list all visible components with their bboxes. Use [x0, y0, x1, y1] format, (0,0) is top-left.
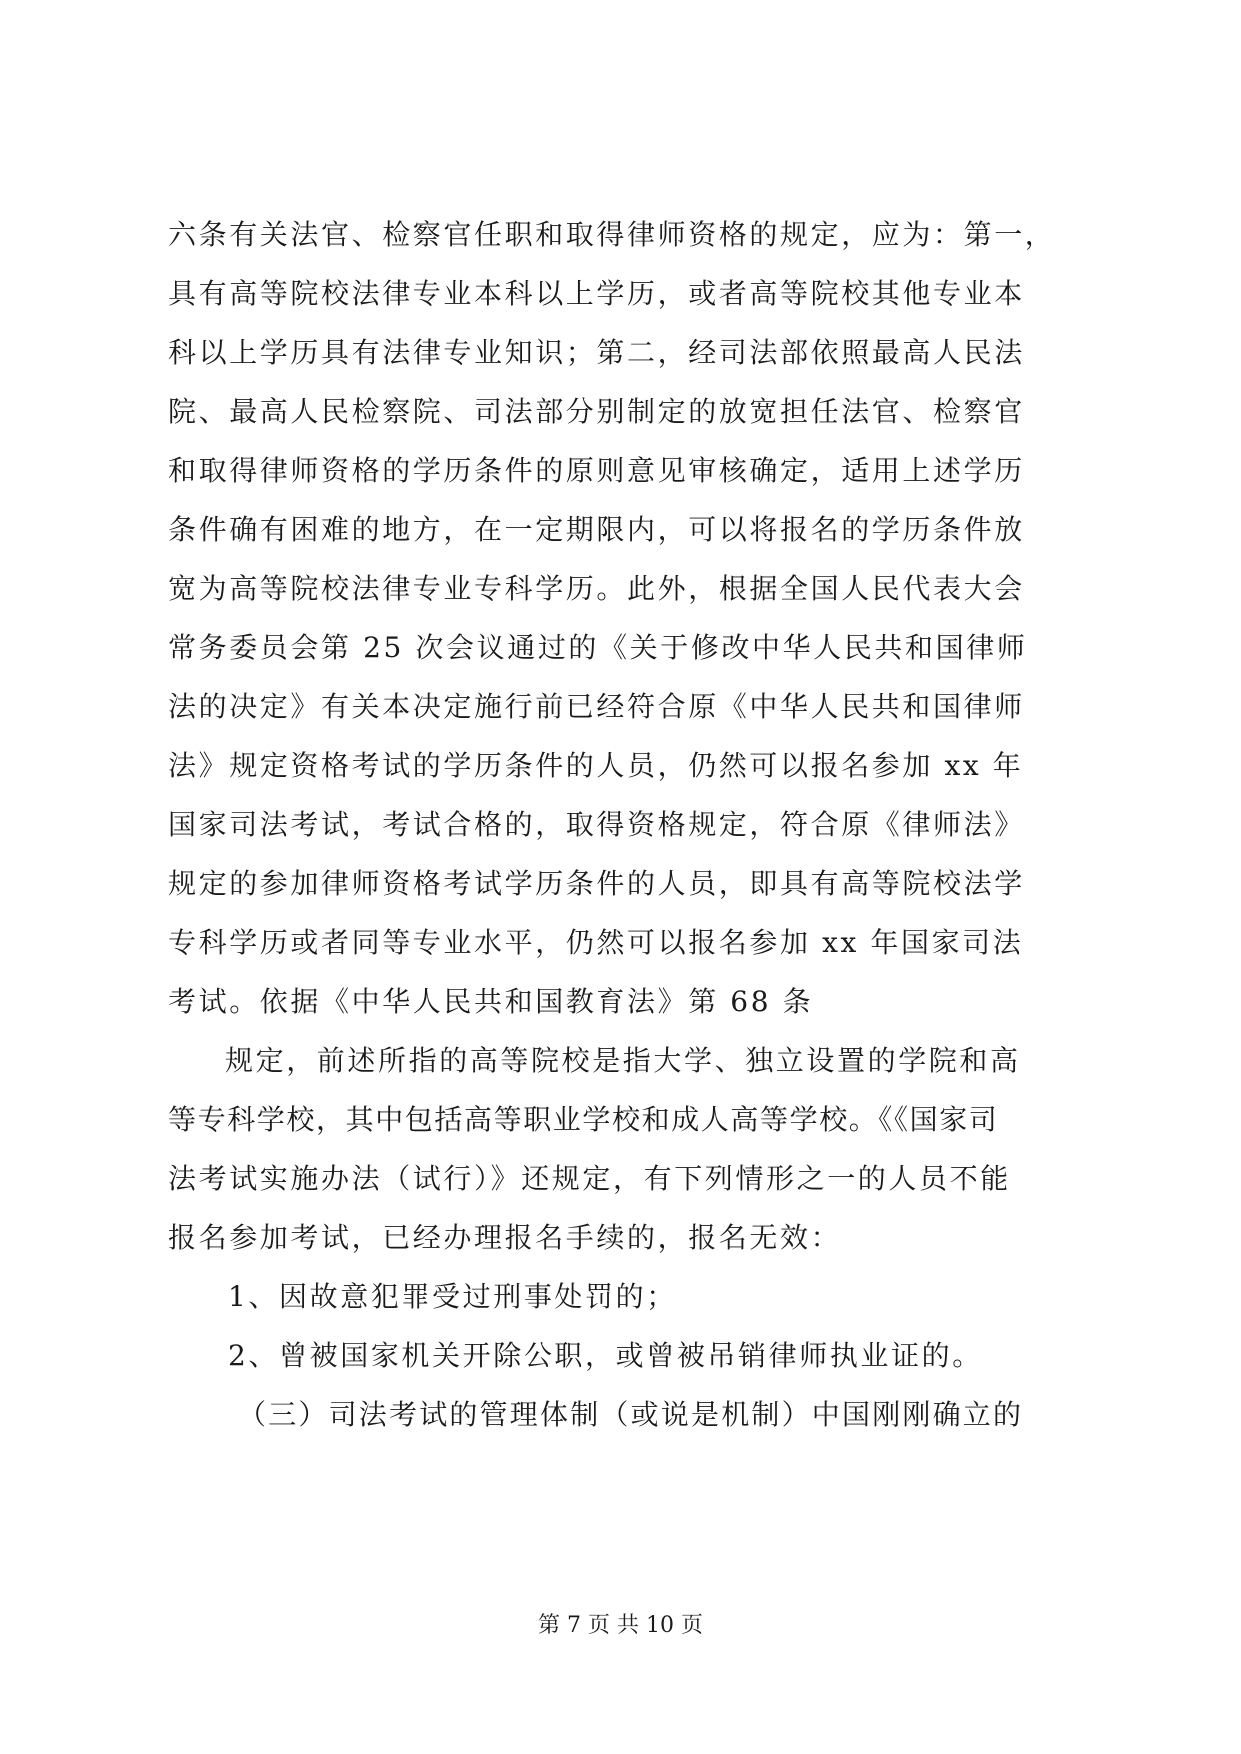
text-line: 宽为高等院校法律专业专科学历。此外，根据全国人民代表大会	[168, 572, 1025, 605]
text-line: 报名参加考试，已经办理报名手续的，报名无效：	[168, 1221, 842, 1254]
text-line: 考试。依据《中华人民共和国教育法》第 68 条	[168, 985, 814, 1018]
text-line: 具有高等院校法律专业本科以上学历，或者高等院校其他专业本	[168, 277, 1025, 310]
text-line: 法考试实施办法（试行）》还规定，有下列情形之一的人员不能	[168, 1162, 1011, 1195]
section-heading-line: （三）司法考试的管理体制（或说是机制）中国刚刚确立的	[238, 1398, 1024, 1431]
page-footer: 第 7 页 共 10 页	[538, 1613, 703, 1638]
text-line: 法》规定资格考试的学历条件的人员，仍然可以报名参加 xx 年	[168, 749, 1024, 782]
text-line: 条件确有困难的地方，在一定期限内，可以将报名的学历条件放	[168, 513, 1025, 546]
text-line: 法的决定》有关本决定施行前已经符合原《中华人民共和国律师	[168, 690, 1025, 723]
body-text	[168, 205, 1078, 1444]
paragraph-start-line: 规定，前述所指的高等院校是指大学、独立设置的学院和高	[225, 1044, 1021, 1077]
text-line: 规定的参加律师资格考试学历条件的人员，即具有高等院校法学	[168, 867, 1025, 900]
text-line: 国家司法考试，考试合格的，取得资格规定，符合原《律师法》	[168, 808, 1025, 841]
text-line: 专科学历或者同等专业水平，仍然可以报名参加 xx 年国家司法	[168, 926, 1024, 959]
list-item: 1、因故意犯罪受过刑事处罚的；	[228, 1280, 677, 1313]
text-line: 和取得律师资格的学历条件的原则意见审核确定，适用上述学历	[168, 454, 1025, 487]
text-line: 科以上学历具有法律专业知识；第二，经司法部依照最高人民法	[168, 336, 1025, 369]
text-line: 院、最高人民检察院、司法部分别制定的放宽担任法官、检察官	[168, 395, 1025, 428]
text-line: 六条有关法官、检察官任职和取得律师资格的规定，应为：第一，	[168, 218, 1056, 251]
list-item: 2、曾被国家机关开除公职，或曾被吊销律师执业证的。	[228, 1339, 983, 1372]
text-line: 常务委员会第 25 次会议通过的《关于修改中华人民共和国律师	[168, 631, 1028, 664]
text-line: 等专科学校，其中包括高等职业学校和成人高等学校。《《国家司	[168, 1103, 999, 1136]
